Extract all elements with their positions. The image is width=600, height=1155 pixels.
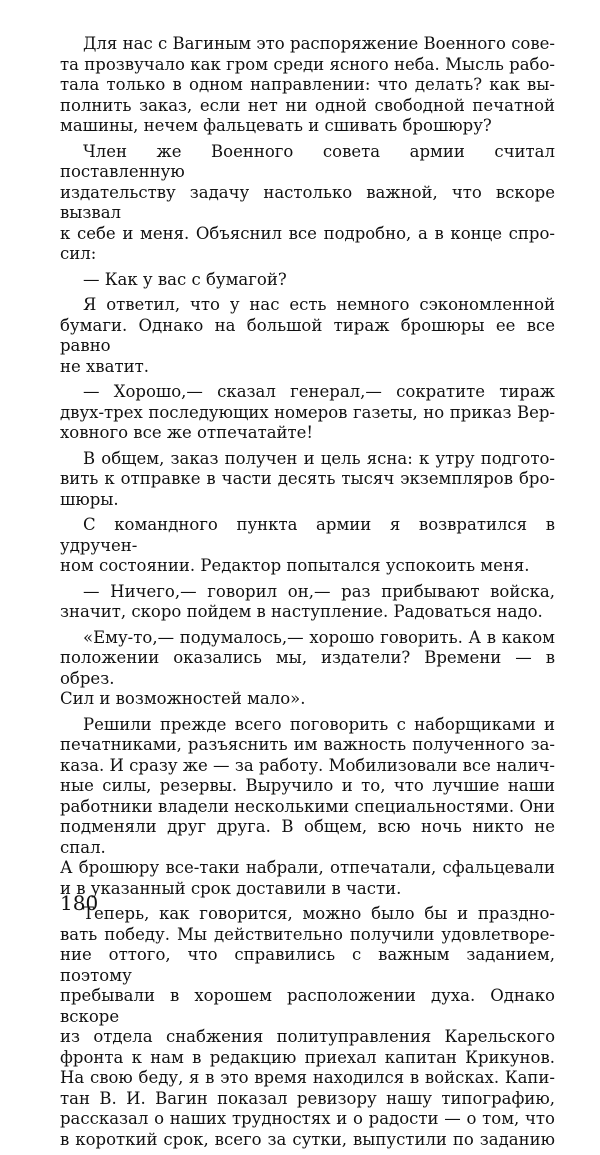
text-line: ховного все же отпечатайте!: [60, 423, 314, 442]
text-line: каза. И сразу же — за работу. Мобилизовали все налич-: [60, 755, 555, 775]
paragraph: [60, 295, 555, 377]
paragraph: [60, 142, 555, 265]
paragraph: [60, 904, 555, 1150]
text-line: фронта к нам в редакцию приехал капитан Крикунов.: [60, 1047, 555, 1067]
text-line: бумаги. Однако на большой тираж брошюры ее все равно: [60, 315, 555, 355]
paragraph: [60, 382, 555, 444]
text-line: двух-трех последующих номеров газеты, но приказ Вер-: [60, 402, 555, 422]
text-line: — Как у вас с бумагой?: [83, 269, 287, 289]
paragraph: [60, 628, 555, 710]
text-line: Член же Военного совета армии считал поставленную: [60, 141, 555, 181]
text-line: ние оттого, что справились с важным заданием, поэтому: [60, 945, 555, 985]
paragraph: [60, 715, 555, 900]
paragraph: [60, 449, 555, 511]
text-line: вать победу. Мы действительно получили удовлетворе-: [60, 924, 555, 944]
paragraph: [60, 515, 555, 577]
text-line: пребывали в хорошем расположении духа. Однако вскоре: [60, 986, 555, 1026]
text-line: та прозвучало как гром среди ясного неба. Мысль рабо-: [60, 54, 555, 74]
text-line: и в указанный срок доставили в части.: [60, 878, 402, 898]
paragraph: [60, 582, 555, 623]
text-line: машины, нечем фальцевать и сшивать брошюру?: [60, 116, 492, 135]
text-line: подменяли друг друга. В общем, всю ночь никто не спал.: [60, 817, 555, 857]
paragraph: [60, 34, 555, 137]
text-line: тала только в одном направлении: что делать? как вы-: [60, 75, 555, 94]
paragraph: [60, 270, 555, 291]
text-line: В общем, заказ получен и цель ясна: к утру подгото-: [83, 448, 555, 468]
text-line: тан В. И. Вагин показал ревизору нашу типографию,: [60, 1088, 555, 1108]
text-line: — Ничего,— говорил он,— раз прибывают войска,: [83, 581, 555, 601]
text-line: положении оказались мы, издатели? Времени — в обрез.: [60, 648, 555, 688]
text-line: значит, скоро пойдем в наступление. Радоваться надо.: [60, 602, 543, 621]
text-line: полнить заказ, если нет ни одной свободной печатной: [60, 95, 555, 115]
text-line: в короткий срок, всего за сутки, выпустили по заданию: [60, 1129, 555, 1149]
text-line: ные силы, резервы. Выручило и то, что лучшие наши: [60, 776, 555, 795]
text-line: Теперь, как говорится, можно было бы и праздно-: [83, 904, 555, 923]
text-line: — Хорошо,— сказал генерал,— сократите тираж: [83, 382, 555, 401]
text-line: к себе и меня. Объяснил все подробно, а в конце спро-: [60, 223, 555, 243]
text-line: шюры.: [60, 489, 119, 509]
text-line: издательству задачу настолько важной, что вскоре вызвал: [60, 182, 555, 222]
page-number: 180: [60, 891, 99, 915]
body-text: [60, 34, 555, 1155]
text-line: С командного пункта армии я возвратился в удручен-: [60, 515, 555, 555]
text-line: «Ему-то,— подумалось,— хорошо говорить. А в каком: [83, 627, 555, 647]
text-line: рассказал о наших трудностях и о радости — о том, что: [60, 1109, 555, 1128]
text-line: сил:: [60, 244, 97, 263]
text-line: На свою беду, я в это время находился в войсках. Капи-: [60, 1068, 555, 1087]
text-line: Для нас с Вагиным это распоряжение Военного сове-: [83, 34, 555, 53]
text-line: Сил и возможностей мало».: [60, 689, 306, 708]
text-line: печатниками, разъяснить им важность полученного за-: [60, 735, 555, 754]
text-line: не хватит.: [60, 356, 149, 376]
text-line: А брошюру все-таки набрали, отпечатали, сфальцевали: [60, 858, 555, 877]
text-line: Решили прежде всего поговорить с наборщиками и: [83, 714, 555, 734]
text-line: из отдела снабжения политуправления Карельского: [60, 1027, 555, 1046]
text-line: Я ответил, что у нас есть немного сэкономленной: [83, 295, 555, 314]
text-line: работники владели несколькими специальностями. Они: [60, 796, 555, 816]
text-line: ном состоянии. Редактор попытался успокоить меня.: [60, 556, 530, 575]
text-line: вить к отправке в части десять тысяч экземпляров бро-: [60, 469, 555, 488]
